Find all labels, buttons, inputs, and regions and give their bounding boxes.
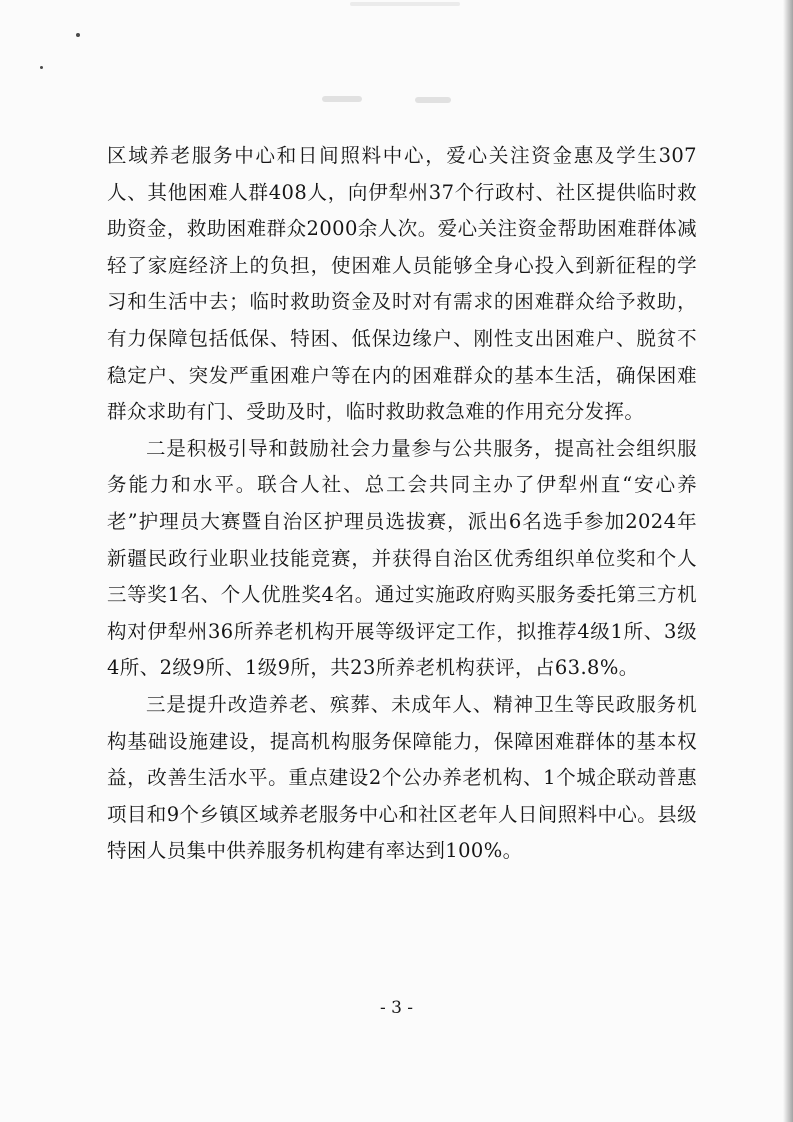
paragraph-2: 二是积极引导和鼓励社会力量参与公共服务，提高社会组织服务能力和水平。联合人社、总工会共同主办了伊犁州直“安心养老”护理员大赛暨自治区护理员选拔赛，派出6名选手参加2024年新疆民政行业职业技能竞赛，并获得自治区优秀组织单位奖和个人三等奖1名、个人优胜奖4名。通过实施政府购买服务委托第三方机构对伊犁州36所养老机构开展等级评定工作，拟推荐4级1所、3级4所、2级9所、1级9所，共23所养老机构获评，占63.8%。: [107, 436, 697, 680]
paragraph-1: 区域养老服务中心和日间照料中心，爱心关注资金惠及学生307人、其他困难人群408人，向伊犁州37个行政村、社区提供临时救助资金，救助困难群众2000余人次。爱心关注资金帮助困难群体减轻了家庭经济上的负担，使困难人员能够全身心投入到新征程的学习和生活中去；临时救助资金及时对有需求的困难群众给予救助，有力保障包括低保、特困、低保边缘户、刚性支出困难户、脱贫不稳定户、突发严重困难户等在内的困难群众的基本生活，确保困难群众求助有门、受助及时，临时救助救急难的作用充分发挥。: [107, 144, 697, 424]
page-number: - 3 -: [379, 998, 414, 1018]
scan-speck: [76, 33, 80, 37]
scan-bleed-through: [415, 97, 451, 103]
document-body: [107, 138, 697, 870]
scan-bleed-through: [322, 96, 362, 102]
scan-bleed-through: [350, 2, 460, 6]
scan-edge-shadow: [783, 0, 793, 1122]
scan-speck: [40, 66, 43, 69]
paragraph-3: 三是提升改造养老、殡葬、未成年人、精神卫生等民政服务机构基础设施建设，提高机构服务保障能力，保障困难群体的基本权益，改善生活水平。重点建设2个公办养老机构、1个城企联动普惠项目和9个乡镇区域养老服务中心和社区老年人日间照料中心。县级特困人员集中供养服务机构建有率达到100%。: [107, 692, 697, 863]
